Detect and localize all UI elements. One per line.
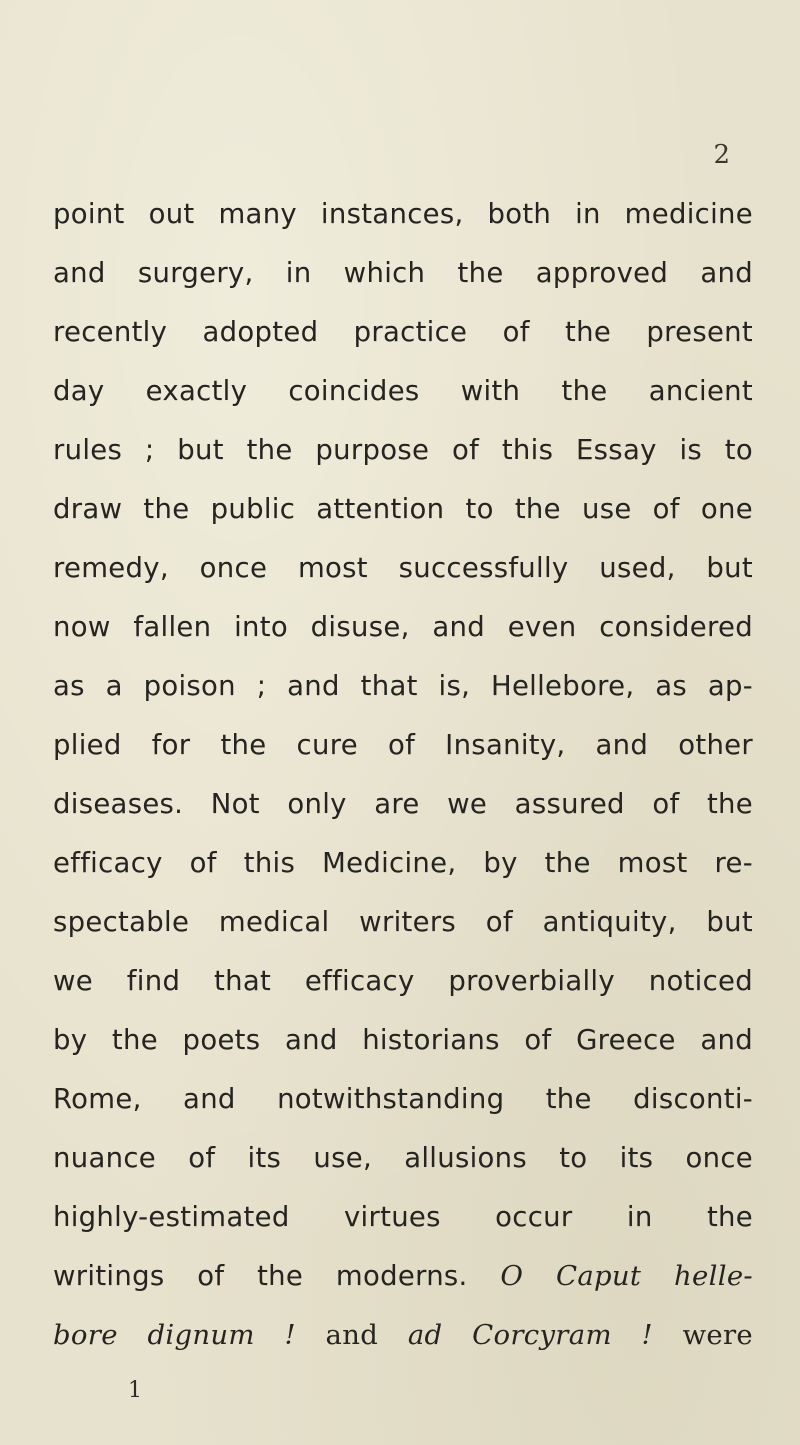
body-text xyxy=(53,185,753,1365)
text-line-10: plied for the cure of Insanity, and other xyxy=(53,729,753,761)
signature-mark: 1 xyxy=(128,1378,142,1403)
text-line-5: rules ; but the purpose of this Essay is to xyxy=(53,434,753,466)
text-line-6: draw the public attention to the use of one xyxy=(53,493,753,525)
text-line-15: by the poets and historians of Greece and xyxy=(53,1024,753,1056)
text-line-19 xyxy=(53,1247,753,1306)
text-line-9: as a poison ; and that is, Hellebore, as ap- xyxy=(53,670,753,702)
text-line-12: efficacy of this Medicine, by the most re- xyxy=(53,847,753,879)
text-line-19-plain: writings of the moderns. xyxy=(53,1260,468,1292)
text-line-20 xyxy=(53,1306,753,1365)
text-line-7: remedy, once most successfully used, but xyxy=(53,552,753,584)
text-line-2: and surgery, in which the approved and xyxy=(53,257,753,289)
text-line-20-were: were xyxy=(682,1319,754,1351)
text-line-17: nuance of its use, allusions to its once xyxy=(53,1142,753,1174)
text-line-3: recently adopted practice of the present xyxy=(53,316,753,348)
text-line-4: day exactly coincides with the ancient xyxy=(53,375,753,407)
text-line-20-italic-2: ad Corcyram ! xyxy=(407,1319,653,1351)
text-line-11: diseases. Not only are we assured of the xyxy=(53,788,753,820)
text-line-1: point out many instances, both in medicine xyxy=(53,198,753,230)
text-line-14: we find that efficacy proverbially noticed xyxy=(53,965,753,997)
text-line-13: spectable medical writers of antiquity, but xyxy=(53,906,753,938)
text-line-20-and: and xyxy=(325,1319,379,1351)
text-line-20-italic-1: bore dignum ! xyxy=(53,1319,296,1351)
text-line-16: Rome, and notwithstanding the disconti- xyxy=(53,1083,753,1115)
text-line-8: now fallen into disuse, and even considered xyxy=(53,611,753,643)
text-line-19-italic: O Caput helle- xyxy=(500,1260,753,1292)
page-number-text: 2 xyxy=(713,140,730,170)
page-number xyxy=(0,140,800,170)
text-line-18: highly-estimated virtues occur in the xyxy=(53,1201,753,1233)
